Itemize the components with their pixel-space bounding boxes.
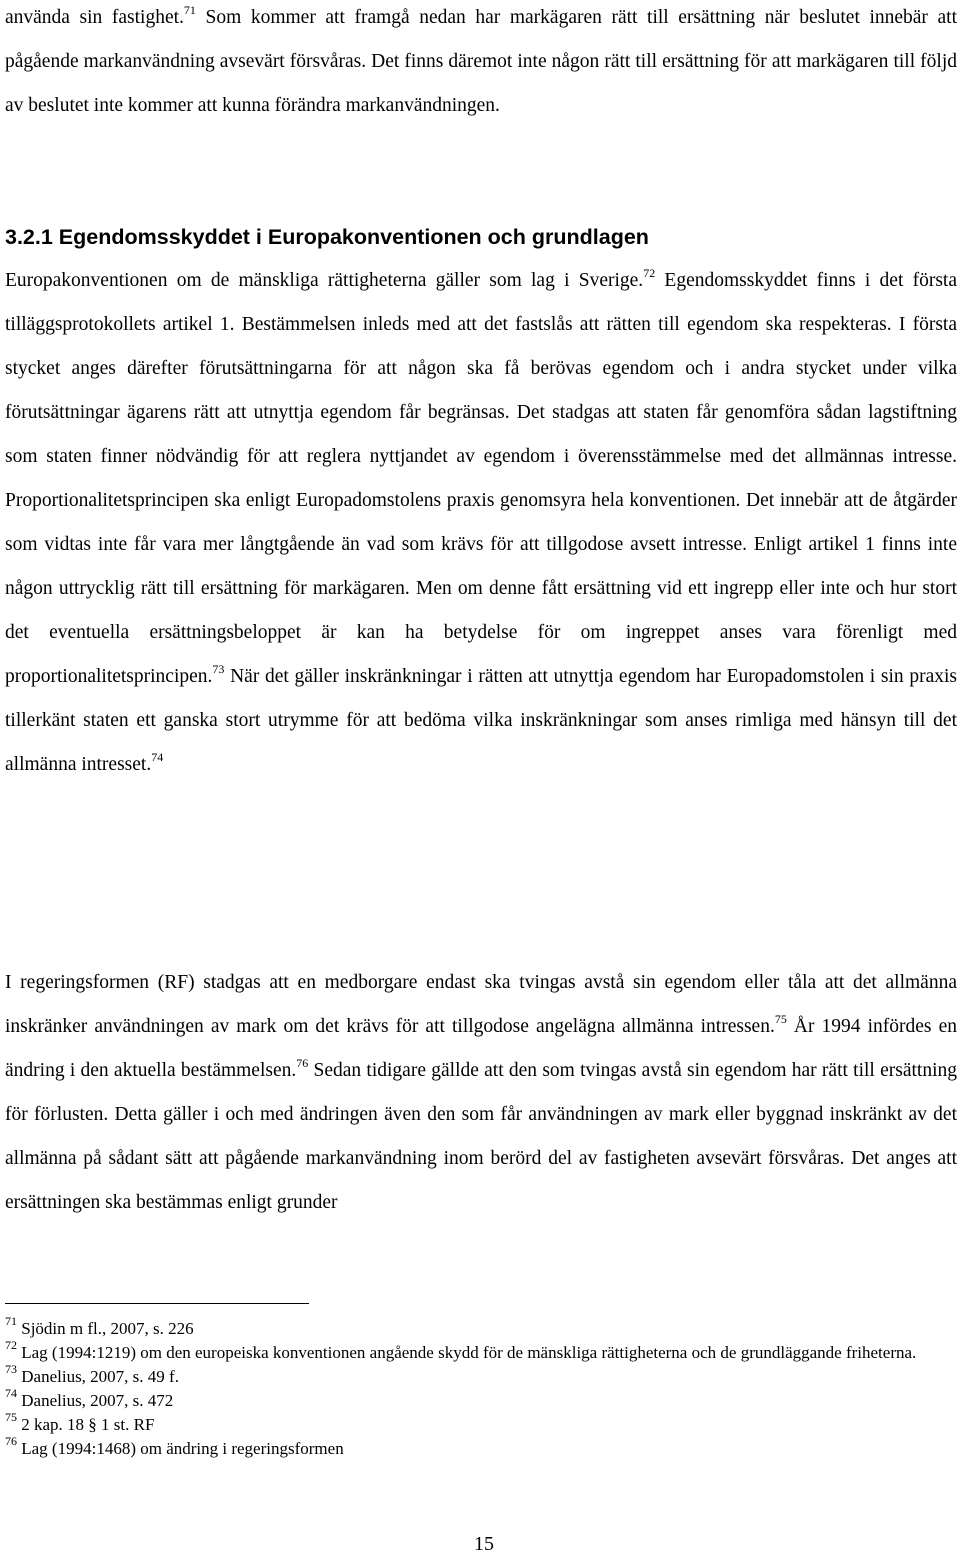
footnote-ref-73[interactable]: 73 (212, 661, 225, 676)
top-paragraph: använda sin fastighet.$^{71}$ Som kommer att framgå nedan har markägaren rätt till ersättning när beslutet innebär att pågående markanvändning avsevärt försvåras. Det finns däremot inte någon rätt till ersättning för att markägaren till följd av beslutet inte kommer att kunna förändra markanvändningen. (5, 2, 957, 116)
footnotes (5, 1314, 945, 1461)
paragraph-europakonventionen: Europakonventionen om de mänskliga rättigheterna gäller som lag i Sverige.$^{72}$ Egendomsskyddet finns i det första tilläggsprotokollets artikel 1. Bestämmelsen inleds med att det fastslås att rätten till egendom ska respekteras. I första stycket anges därefter förutsättningarna för att någon ska få berövas egendom och i andra stycket under vilka förutsättningar ägarens rätt att utnyttja egendom får begränsas. Det stadgas att staten får genomföra sådan lagstiftning som staten finner nödvändig för att reglera nyttjandet av egendom i överensstämmelse med det allmännas intresse. Proportionalitetsprincipen ska enligt Europadomstolens praxis genomsyra hela konventionen. Det innebär att de åtgärder som vidtas inte får vara mer långtgående än vad som krävs för att tillgodose avsett intresse. Enligt artikel 1 finns inte någon uttrycklig rätt till ersättning för markägaren. Men om denne fått ersättning vid ett ingrepp eller inte och hur stort det eventuella ersättningsbeloppet är kan ha betydelse för om ingreppet anses vara förenligt med proportionalitetsprincipen.$^{73}$ När det gäller inskränkningar i rätten att utnyttja egendom har Europadomstolen i sin praxis tillerkänt staten ett ganska stort utrymme för att bedöma vilka inskränkningar som anses rimliga med hänsyn till det allmänna intresset.$^{74}$ (5, 265, 957, 775)
footnote-72: $^{72}$ Lag (1994:1219) om den europeiska konventionen angående skydd för de mänskliga rättigheterna och de grundläggande friheterna. (5, 1338, 917, 1362)
footnote-76: $^{76}$ Lag (1994:1468) om ändring i regeringsformen (5, 1434, 344, 1458)
footnote-73: $^{73}$ Danelius, 2007, s. 49 f. (5, 1362, 179, 1386)
footnote-ref-75[interactable]: 75 (774, 1011, 787, 1026)
footnote-ref-76[interactable]: 76 (296, 1055, 309, 1070)
paragraph-regeringsformen: I regeringsformen (RF) stadgas att en medborgare endast ska tvingas avstå sin egendom eller tåla att det allmänna inskränker användningen av mark om det krävs för att tillgodose angelägna allmänna intressen.$^{75}$ År 1994 infördes en ändring i den aktuella bestämmelsen.$^{76}$ Sedan tidigare gällde att den som tvingas avstå sin egendom har rätt till ersättning för förlusten. Detta gäller i och med ändringen även den som får användningen av mark eller byggnad inskränkt av det allmänna på sådant sätt att pågående markanvändning inom berörd del av fastigheten avsevärt försvåras. Det anges att ersättningen ska bestämmas enligt grunder (5, 972, 957, 1213)
footnote-ref-71[interactable]: 71 (183, 2, 196, 17)
footnote-ref-72[interactable]: 72 (643, 265, 656, 280)
section-heading: 3.2.1 Egendomsskyddet i Europakonventionen och grundlagen (5, 225, 649, 249)
footnote-separator (5, 1303, 309, 1304)
footnote-ref-74[interactable]: 74 (151, 749, 164, 764)
footnote-74: $^{74}$ Danelius, 2007, s. 472 (5, 1386, 174, 1410)
page-number: 15 (474, 1533, 494, 1555)
footnote-71: $^{71}$ Sjödin m fl., 2007, s. 226 (5, 1314, 194, 1338)
footnote-75: $^{75}$ 2 kap. 18 § 1 st. RF (5, 1410, 155, 1434)
